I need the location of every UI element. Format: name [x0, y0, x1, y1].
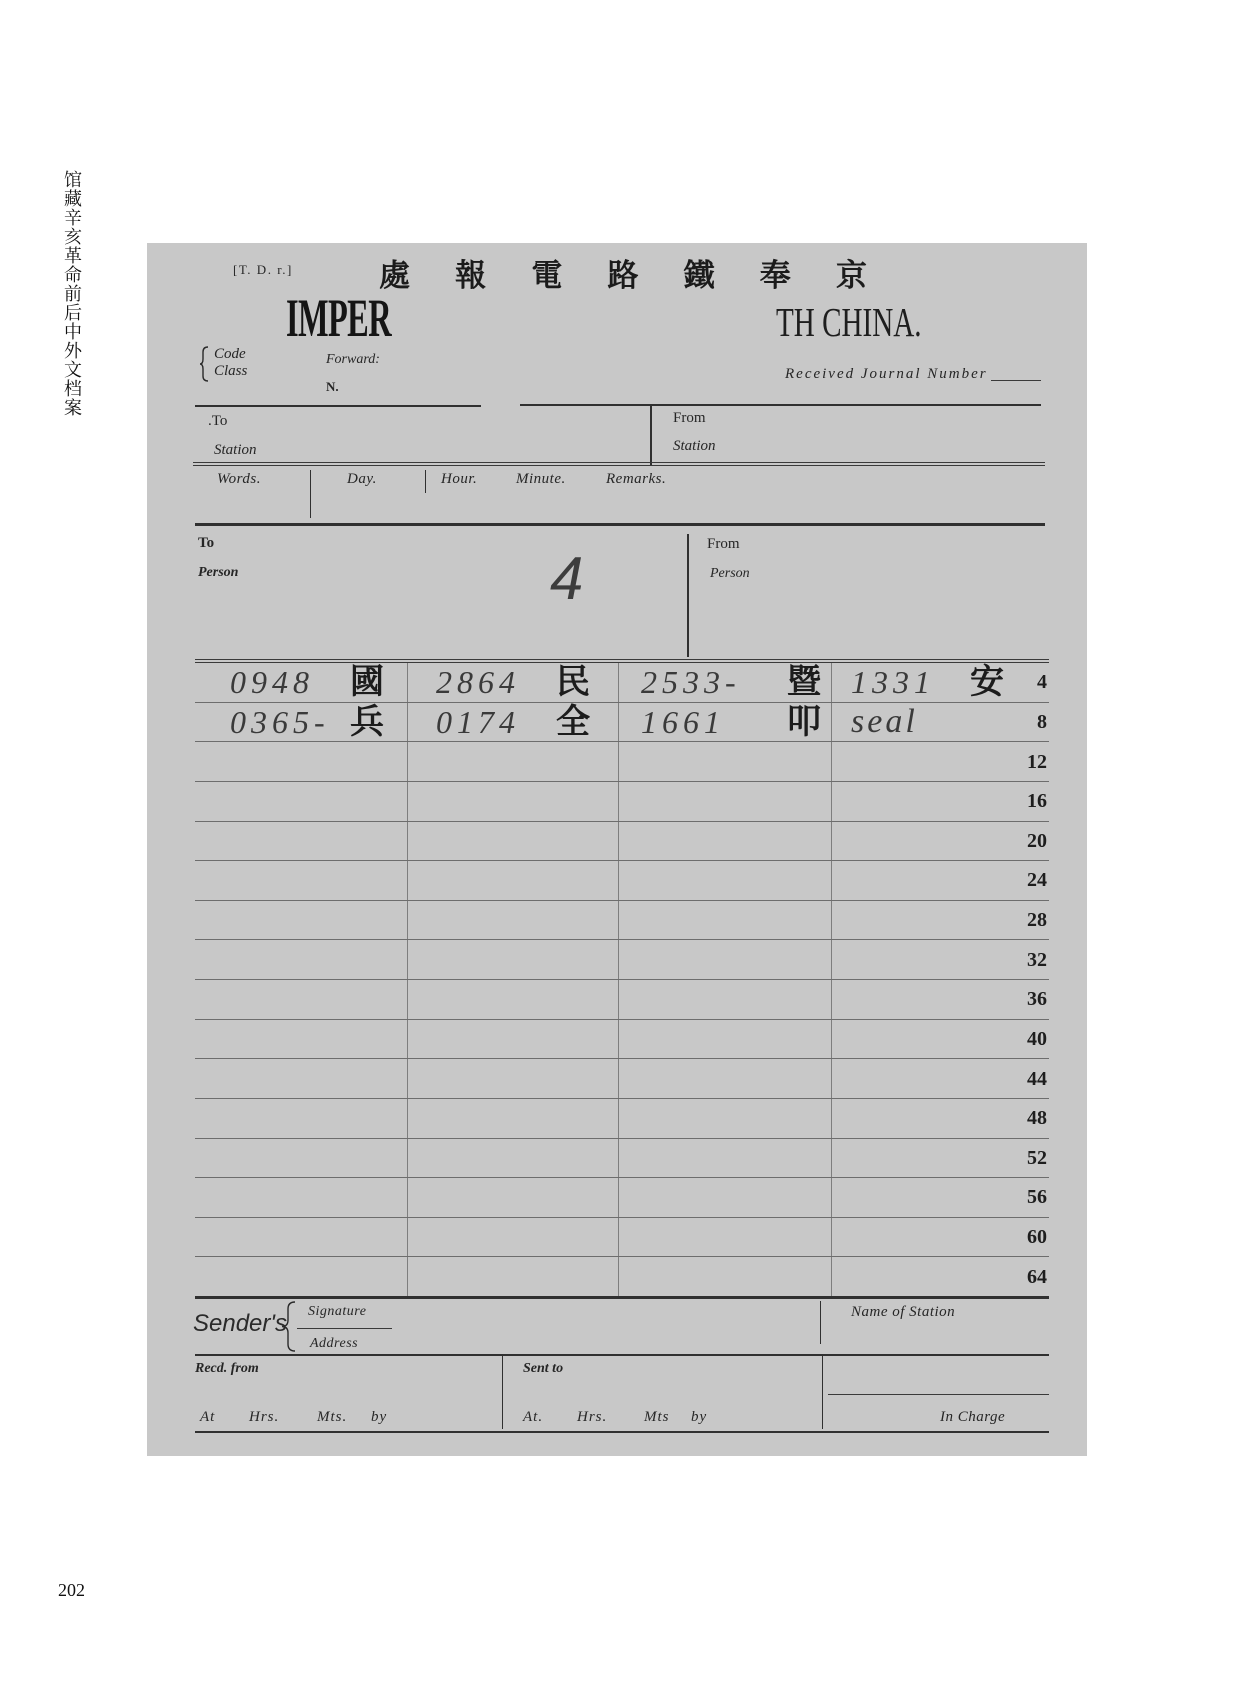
- word-count-number: 24: [1027, 869, 1047, 892]
- to-person-field: Person: [198, 565, 239, 580]
- grid-cell: [619, 1059, 832, 1098]
- hour-label: Hour.: [441, 471, 478, 487]
- grid-cell: [195, 782, 408, 821]
- minute-label: Minute.: [516, 471, 566, 487]
- at-label: At: [200, 1409, 216, 1425]
- signature-label: Signature: [308, 1304, 367, 1319]
- grid-cell: [408, 1257, 619, 1296]
- grid-row: [195, 663, 1049, 703]
- handwritten-character: 兵: [350, 701, 384, 742]
- grid-cell: [619, 663, 832, 702]
- address-label: Address: [310, 1336, 359, 1351]
- code-label: Code: [214, 346, 246, 362]
- sent-time-fields: [523, 1410, 707, 1425]
- word-count-number: 12: [1027, 750, 1047, 773]
- grid-row: [195, 782, 1049, 822]
- from-person-label: From: [707, 536, 740, 552]
- rule: [195, 1354, 1049, 1356]
- grid-row: [195, 861, 1049, 901]
- grid-row: [195, 1218, 1049, 1258]
- mts-label: Mts.: [317, 1409, 348, 1425]
- grid-cell: [832, 1257, 1049, 1296]
- grid-row: [195, 1020, 1049, 1060]
- form-code: [T. D. r.]: [233, 262, 293, 277]
- grid-cell: [408, 861, 619, 900]
- handwritten-code: 0365-: [230, 703, 330, 740]
- grid-cell: [832, 782, 1049, 821]
- word-count-number: 28: [1027, 909, 1047, 932]
- grid-cell: [195, 1257, 408, 1296]
- handwritten-character: 民: [556, 662, 590, 703]
- form-title: [379, 258, 867, 294]
- grid-cell: [408, 822, 619, 861]
- grid-cell: [408, 782, 619, 821]
- grid-row: [195, 703, 1049, 743]
- grid-cell: [408, 1178, 619, 1217]
- grid-cell: [619, 861, 832, 900]
- word-count-number: 60: [1027, 1226, 1047, 1249]
- word-count-number: 4: [1037, 671, 1047, 694]
- grid-cell: [619, 1139, 832, 1178]
- received-time-fields: [200, 1410, 387, 1425]
- handwritten-code: 0174: [436, 703, 520, 740]
- grid-row: [195, 940, 1049, 980]
- handwritten-code: 1661: [641, 703, 725, 740]
- rule: [520, 404, 1041, 406]
- grid-row: [195, 1099, 1049, 1139]
- grid-top-rule: [195, 659, 1049, 660]
- grid-cell: [619, 822, 832, 861]
- forward-label: Forward:: [326, 352, 380, 367]
- grid-cell: [408, 1139, 619, 1178]
- grid-cell: [195, 980, 408, 1019]
- grid-cell: [832, 861, 1049, 900]
- by-label: by: [371, 1409, 388, 1425]
- grid-row: [195, 1059, 1049, 1099]
- grid-cell: [195, 1218, 408, 1257]
- handwritten-character: 國: [350, 662, 384, 703]
- words-label: Words.: [217, 471, 261, 487]
- by-label: by: [691, 1409, 708, 1425]
- handwritten-code: 1331: [851, 664, 935, 701]
- word-count-number: 36: [1027, 988, 1047, 1011]
- grid-cell: [832, 901, 1049, 940]
- grid-cell: [619, 901, 832, 940]
- title-char: 處: [379, 258, 410, 294]
- grid-cell: [195, 1099, 408, 1138]
- day-label: Day.: [347, 471, 377, 487]
- word-count-number: 64: [1027, 1265, 1047, 1288]
- grid-cell: [408, 742, 619, 781]
- grid-cell: [832, 1178, 1049, 1217]
- hrs-label: Hrs.: [577, 1409, 608, 1425]
- stamp-left: IMPER: [286, 288, 391, 348]
- handwritten-code: 2864: [436, 664, 520, 701]
- grid-cell: [619, 1218, 832, 1257]
- grid-row: [195, 980, 1049, 1020]
- word-count-number: 8: [1037, 710, 1047, 733]
- received-journal-number: Received Journal Number: [785, 366, 988, 382]
- in-charge-label: In Charge: [940, 1409, 1006, 1425]
- handwritten-character: 叩: [787, 701, 821, 742]
- grid-cell: [619, 703, 832, 742]
- divider: [425, 470, 426, 493]
- grid-cell: [832, 940, 1049, 979]
- grid-cell: [408, 1020, 619, 1059]
- sender-brace: [280, 1301, 297, 1352]
- grid-row: [195, 742, 1049, 782]
- code-class-brace: [199, 346, 209, 382]
- grid-cell: [619, 980, 832, 1019]
- grid-cell: [832, 1020, 1049, 1059]
- rule: [828, 1394, 1049, 1395]
- grid-row: [195, 822, 1049, 862]
- grid-cell: [195, 1139, 408, 1178]
- grid-cell: [832, 980, 1049, 1019]
- handwritten-word: seal: [851, 702, 918, 740]
- handwritten-mark: 4: [550, 545, 584, 612]
- divider: [650, 406, 652, 465]
- title-char: 京: [835, 258, 867, 294]
- rule: [195, 405, 481, 407]
- grid-cell: [832, 1059, 1049, 1098]
- grid-cell: [408, 980, 619, 1019]
- title-char: 奉: [759, 258, 791, 294]
- rule: [195, 523, 1045, 526]
- word-count-number: 48: [1027, 1107, 1047, 1130]
- handwritten-code: 0948: [230, 664, 314, 701]
- grid-cell: [832, 1099, 1049, 1138]
- mts-label: Mts: [644, 1409, 670, 1425]
- grid-cell: [408, 703, 619, 742]
- word-count-number: 32: [1027, 948, 1047, 971]
- grid-cell: [832, 663, 1049, 702]
- message-grid: [195, 663, 1049, 1297]
- to-person-label: To: [198, 535, 215, 551]
- grid-cell: [832, 703, 1049, 742]
- grid-cell: [832, 742, 1049, 781]
- rule: [193, 465, 1045, 466]
- handwritten-character: 全: [556, 701, 590, 742]
- handwritten-character: 安: [970, 662, 1004, 703]
- grid-cell: [408, 940, 619, 979]
- grid-cell: [408, 663, 619, 702]
- stamp-right: TH CHINA.: [776, 299, 922, 345]
- remarks-label: Remarks.: [606, 471, 667, 487]
- grid-cell: [832, 822, 1049, 861]
- n-label: N.: [326, 379, 339, 394]
- title-char: 路: [607, 258, 639, 294]
- grid-cell: [619, 1257, 832, 1296]
- from-person-field: Person: [710, 566, 750, 581]
- title-char: 電: [531, 258, 563, 294]
- divider: [502, 1356, 503, 1429]
- rule: [193, 462, 1045, 463]
- divider: [310, 470, 311, 518]
- handwritten-code: 2533-: [641, 664, 741, 701]
- journal-number-line: [991, 380, 1041, 381]
- grid-cell: [619, 742, 832, 781]
- sent-to-label: Sent to: [523, 1361, 564, 1376]
- word-count-number: 56: [1027, 1186, 1047, 1209]
- grid-cell: [195, 861, 408, 900]
- name-of-station-label: Name of Station: [851, 1304, 956, 1320]
- grid-cell: [195, 703, 408, 742]
- word-count-number: 20: [1027, 829, 1047, 852]
- grid-cell: [408, 1218, 619, 1257]
- grid-cell: [619, 940, 832, 979]
- grid-cell: [408, 1059, 619, 1098]
- grid-cell: [832, 1139, 1049, 1178]
- grid-cell: [832, 1218, 1049, 1257]
- word-count-number: 16: [1027, 790, 1047, 813]
- from-station-field: Station: [673, 438, 716, 454]
- hrs-label: Hrs.: [249, 1409, 280, 1425]
- grid-cell: [619, 1099, 832, 1138]
- grid-cell: [619, 782, 832, 821]
- grid-cell: [195, 1059, 408, 1098]
- word-count-number: 52: [1027, 1146, 1047, 1169]
- divider: [822, 1356, 823, 1429]
- grid-cell: [195, 663, 408, 702]
- grid-cell: [619, 1178, 832, 1217]
- title-char: 鐵: [683, 258, 715, 294]
- recd-from-label: Recd. from: [195, 1361, 259, 1376]
- grid-cell: [195, 742, 408, 781]
- grid-cell: [408, 901, 619, 940]
- grid-row: [195, 1178, 1049, 1218]
- title-char: 報: [455, 258, 487, 294]
- class-label: Class: [214, 363, 248, 379]
- to-station-field: Station: [214, 442, 257, 458]
- divider: [820, 1301, 821, 1344]
- from-station-label: From: [673, 410, 706, 426]
- grid-cell: [195, 940, 408, 979]
- signature-line: [297, 1328, 392, 1329]
- grid-row: [195, 1139, 1049, 1179]
- grid-cell: [195, 1178, 408, 1217]
- at-label: At.: [523, 1409, 544, 1425]
- to-station-label: .To: [208, 413, 228, 429]
- side-caption: 馆藏辛亥革命前后中外文档案: [61, 170, 82, 417]
- word-count-number: 44: [1027, 1067, 1047, 1090]
- divider: [687, 534, 689, 657]
- grid-cell: [195, 1020, 408, 1059]
- handwritten-character: 暨: [787, 662, 821, 703]
- senders-label: Sender's: [193, 1310, 287, 1337]
- grid-row: [195, 1257, 1049, 1297]
- grid-row: [195, 901, 1049, 941]
- grid-cell: [408, 1099, 619, 1138]
- rule: [195, 1296, 1049, 1299]
- word-count-number: 40: [1027, 1027, 1047, 1050]
- grid-cell: [619, 1020, 832, 1059]
- grid-cell: [195, 901, 408, 940]
- grid-cell: [195, 822, 408, 861]
- telegram-form: [147, 243, 1087, 1456]
- page-number: 202: [58, 1580, 85, 1600]
- rule: [195, 1431, 1049, 1433]
